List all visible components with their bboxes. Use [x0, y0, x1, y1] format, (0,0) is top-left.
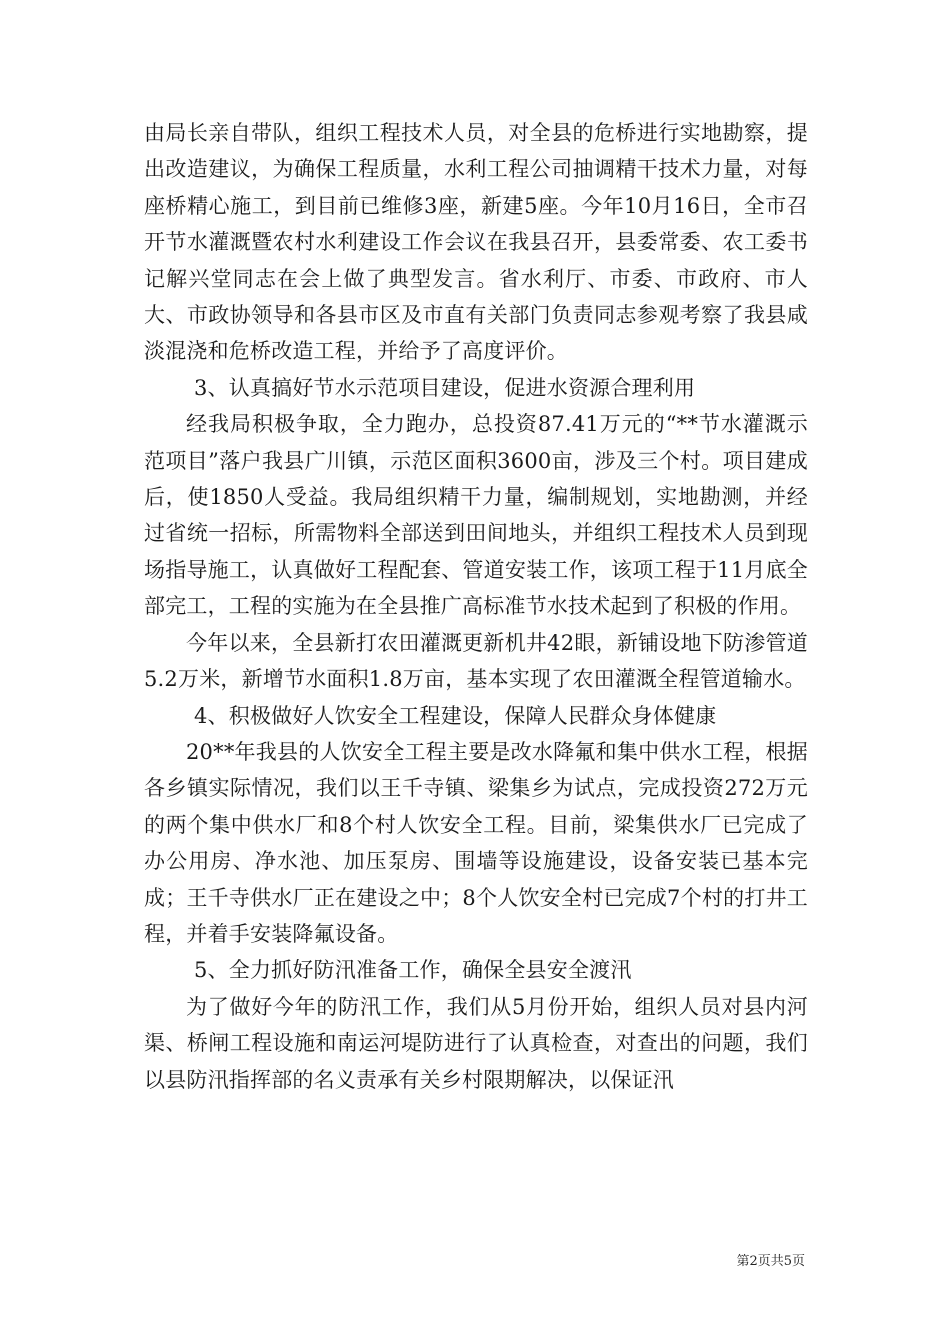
section-heading-3: 3、认真搞好节水示范项目建设，促进水资源合理利用 — [194, 375, 696, 400]
section-heading-5: 5、全力抓好防汛准备工作，确保全县安全渡汛 — [194, 958, 632, 983]
page-number: 第2页共5页 — [736, 1254, 805, 1269]
paragraph-drinking-water: 20**年我县的人饮安全工程主要是改水降氟和集中供水工程，根据各乡镇实际情况，我们以王千寺镇、梁集乡为试点，完成投资272万元的两个集中供水厂和8个村人饮安全工程。目前，梁集供水厂已完成了办公用房、净水池、加压泵房、围墙等设施建设，设备安装已基本完成；王千寺供水厂正在建设之中；8个人饮安全村已完成7个村的打井工程，并着手安装降氟设备。 — [144, 739, 808, 946]
paragraph-continuation: 由局长亲自带队，组织工程技术人员，对全县的危桥进行实地勘察，提出改造建议，为确保工程质量，水利工程公司抽调精干技术力量，对每座桥精心施工，到目前已维修3座，新建5座。今年10月16日，全市召开节水灌溉暨农村水利建设工作会议在我县召开，县委常委、农工委书记解兴堂同志在会上做了典型发言。省水利厅、市委、市政府、市人大、市政协领导和各县市区及市直有关部门负责同志参观考察了我县咸淡混浇和危桥改造工程，并给予了高度评价。 — [144, 121, 808, 364]
paragraph-water-saving-project: 经我局积极争取，全力跑办，总投资87.41万元的“**节水灌溉示范项目”落户我县广川镇，示范区面积3600亩，涉及三个村。项目建成后，使1850人受益。我局组织精干力量，编制规划，实地勘测，并经过省统一招标，所需物料全部送到田间地头，并组织工程技术人员到现场指导施工，认真做好工程配套、管道安装工作，该项工程于11月底全部完工，工程的实施为在全县推广高标准节水技术起到了积极的作用。 — [144, 412, 808, 619]
section-heading-4: 4、积极做好人饮安全工程建设，保障人民群众身体健康 — [194, 703, 717, 728]
paragraph-irrigation-wells: 今年以来，全县新打农田灌溉更新机井42眼，新铺设地下防渗管道5.2万米，新增节水面积1.8万亩，基本实现了农田灌溉全程管道输水。 — [144, 630, 808, 692]
document-body — [144, 115, 808, 1098]
paragraph-flood-control: 为了做好今年的防汛工作，我们从5月份开始，组织人员对县内河渠、桥闸工程设施和南运河堤防进行了认真检查，对查出的问题，我们以县防汛指挥部的名义责承有关乡村限期解决，以保证汛 — [144, 994, 808, 1092]
